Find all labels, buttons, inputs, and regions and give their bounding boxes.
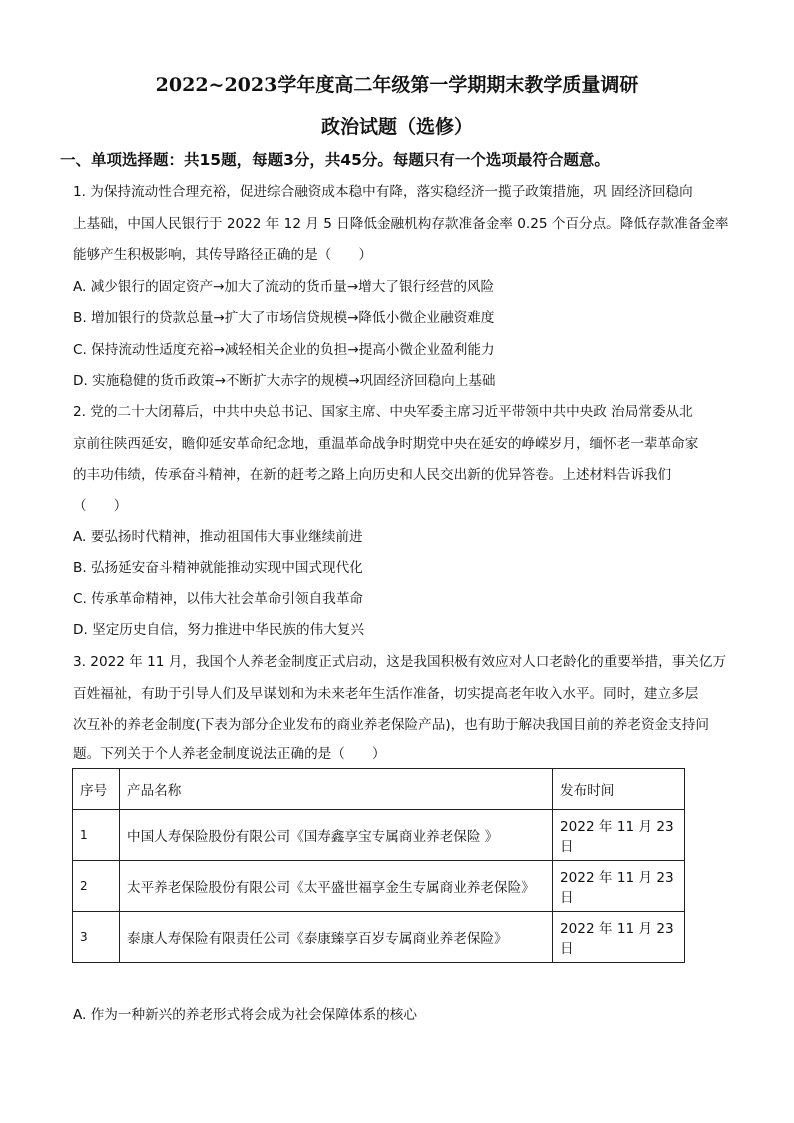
q2-option-b: B. 弘扬延安奋斗精神就能推动实现中国式现代化 xyxy=(73,560,363,576)
pension-products-table xyxy=(72,768,685,963)
q2-option-d: D. 坚定历史自信，努力推进中华民族的伟大复兴 xyxy=(73,622,364,638)
table-header-row xyxy=(73,769,685,810)
row-date: 2022 年 11 月 23 日 xyxy=(553,912,685,963)
q2-stem-line: 的丰功伟绩，传承奋斗精神，在新的赶考之路上向历史和人民交出新的优异答卷。上述材料告诉我们 xyxy=(73,467,672,483)
q1-option-d: D. 实施稳健的货币政策→不断扩大赤字的规模→巩固经济回稳向上基础 xyxy=(73,373,496,389)
section-heading: 一、单项选择题：共15题，每题3分，共45分。每题只有一个选项最符合题意。 xyxy=(60,151,610,169)
row-date: 2022 年 11 月 23 日 xyxy=(553,810,685,861)
row-product: 太平养老保险股份有限公司《太平盛世福享金生专属商业养老保险》 xyxy=(120,861,553,912)
exam-subtitle: 政治试题（选修） xyxy=(320,116,473,138)
q3-stem-line: 3. 2022 年 11 月，我国个人养老金制度正式启动，这是我国积极有效应对人口老龄化的重要举措，事关亿万 xyxy=(73,654,727,670)
header-cell-index: 序号 xyxy=(73,769,120,810)
q2-option-a: A. 要弘扬时代精神，推动祖国伟大事业继续前进 xyxy=(73,529,363,545)
q2-stem-line: 2. 党的二十大闭幕后，中共中央总书记、国家主席、中央军委主席习近平带领中共中央政 治局常委从北 xyxy=(73,404,693,420)
q2-stem-line: （ ） xyxy=(73,498,128,514)
row-index: 1 xyxy=(73,810,120,861)
q1-stem-line: 1. 为保持流动性合理充裕，促进综合融资成本稳中有降，落实稳经济一揽子政策措施，巩 固经济回稳向 xyxy=(73,184,693,200)
table-row xyxy=(73,810,685,861)
row-date: 2022 年 11 月 23 日 xyxy=(553,861,685,912)
q1-option-a: A. 减少银行的固定资产→加大了流动的货币量→增大了银行经营的风险 xyxy=(73,279,495,295)
header-cell-date: 发布时间 xyxy=(553,769,685,810)
table-row xyxy=(73,861,685,912)
row-index: 3 xyxy=(73,912,120,963)
q3-stem-line: 百姓福祉，有助于引导人们及早谋划和为未来老年生活作准备，切实提高老年收入水平。同时，建立多层 xyxy=(73,686,699,702)
q1-stem-line: 能够产生积极影响，其传导路径正确的是（ ） xyxy=(73,247,373,263)
q3-stem-line: 次互补的养老金制度(下表为部分企业发布的商业养老保险产品)，也有助于解决我国目前的养老资金支持问 xyxy=(73,717,709,733)
row-product: 泰康人寿保险有限责任公司《泰康臻享百岁专属商业养老保险》 xyxy=(120,912,553,963)
q3-stem-line: 题。下列关于个人养老金制度说法正确的是（ ） xyxy=(73,746,386,762)
row-index: 2 xyxy=(73,861,120,912)
q1-option-c: C. 保持流动性适度充裕→减轻相关企业的负担→提高小微企业盈利能力 xyxy=(73,342,495,358)
row-product: 中国人寿保险股份有限公司《国寿鑫享宝专属商业养老保险 》 xyxy=(120,810,553,861)
exam-title: 2022~2023学年度高二年级第一学期期末教学质量调研 xyxy=(155,74,639,96)
q2-stem-line: 京前往陕西延安，瞻仰延安革命纪念地，重温革命战争时期党中央在延安的峥嵘岁月，缅怀老一辈革命家 xyxy=(73,436,699,452)
q1-option-b: B. 增加银行的贷款总量→扩大了市场信贷规模→降低小微企业融资难度 xyxy=(73,310,495,326)
q2-option-c: C. 传承革命精神，以伟大社会革命引领自我革命 xyxy=(73,591,364,607)
q1-stem-line: 上基础，中国人民银行于 2022 年 12 月 5 日降低金融机构存款准备金率 0.25 个百分点。降低存款准备金率 xyxy=(73,216,729,232)
table-row xyxy=(73,912,685,963)
q3-option-a: A. 作为一种新兴的养老形式将会成为社会保障体系的核心 xyxy=(73,1007,417,1023)
header-cell-product: 产品名称 xyxy=(120,769,553,810)
